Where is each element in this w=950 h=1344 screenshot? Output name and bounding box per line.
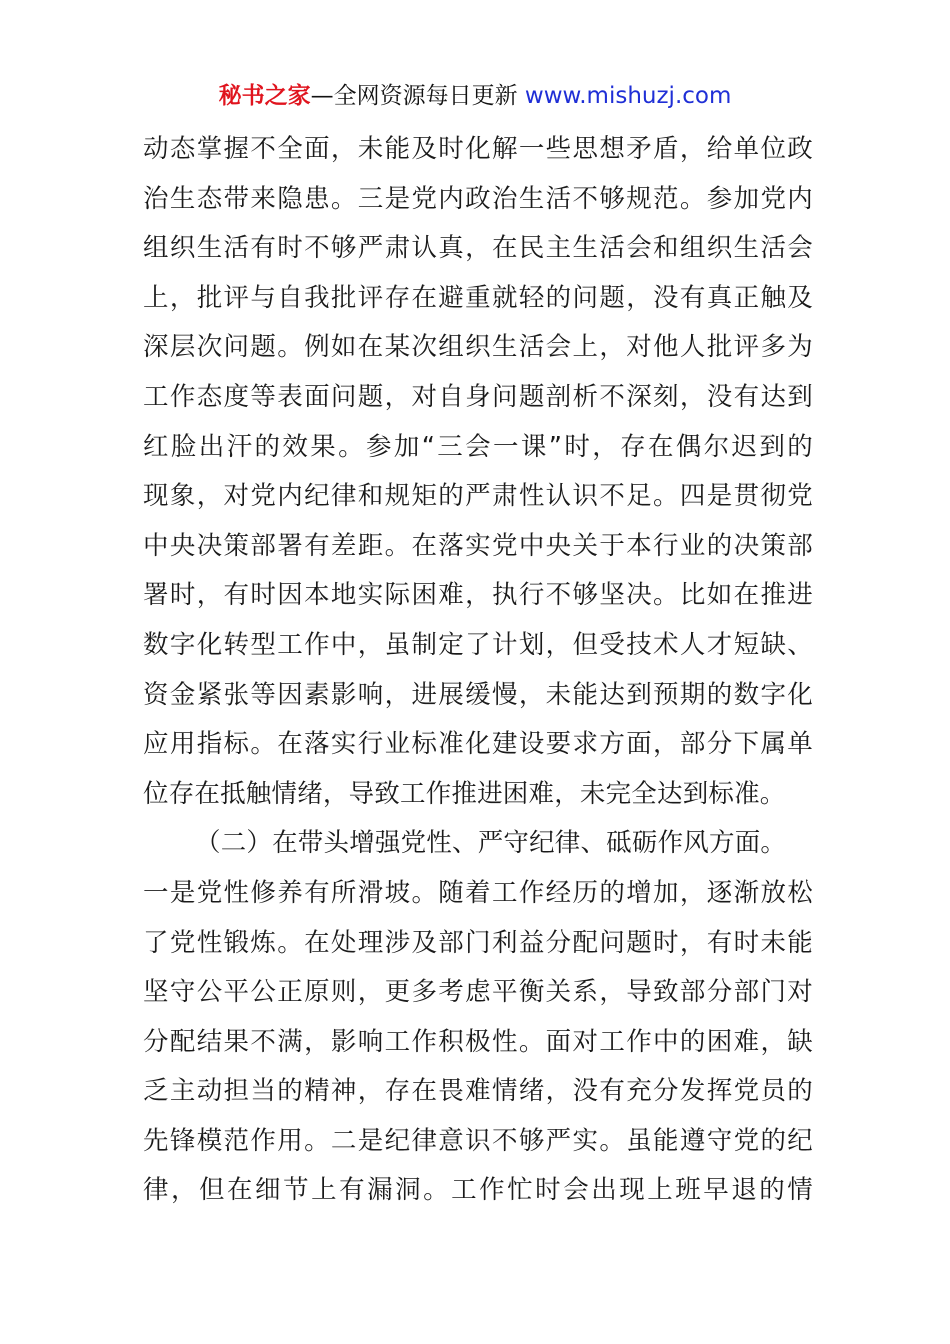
text-line: 署时，有时因本地实际困难，执行不够坚决。比如在推进 <box>143 580 813 611</box>
header-tagline: —全网资源每日更新 <box>310 83 518 109</box>
text-line: 位存在抵触情绪，导致工作推进困难，未完全达到标准。 <box>143 778 786 809</box>
text-line: 治生态带来隐患。三是党内政治生活不够规范。参加党内 <box>143 183 813 214</box>
text-line: 深层次问题。例如在某次组织生活会上，对他人批评多为 <box>143 332 813 363</box>
text-line: 红脸出汗的效果。参加“三会一课”时，存在偶尔迟到的 <box>143 431 813 462</box>
body-text <box>143 125 813 1216</box>
text-line: 中央决策部署有差距。在落实党中央关于本行业的决策部 <box>143 530 813 561</box>
text-line: 了党性锻炼。在处理涉及部门利益分配问题时，有时未能 <box>143 927 813 958</box>
text-line: 应用指标。在落实行业标准化建设要求方面，部分下属单 <box>143 729 813 760</box>
text-line: 资金紧张等因素影响，进展缓慢，未能达到预期的数字化 <box>143 679 813 710</box>
page-header <box>0 80 950 112</box>
text-line: 上，批评与自我批评存在避重就轻的问题，没有真正触及 <box>143 282 813 313</box>
text-line: 数字化转型工作中，虽制定了计划，但受技术人才短缺、 <box>143 629 813 660</box>
text-line: 动态掌握不全面，未能及时化解一些思想矛盾，给单位政 <box>143 134 813 164</box>
header-url-link[interactable]: www.mishuzj.com <box>524 83 732 109</box>
section-heading: （二）在带头增强党性、严守纪律、砥砺作风方面。 <box>195 828 787 859</box>
text-line: 律，但在细节上有漏洞。工作忙时会出现上班早退的情 <box>143 1175 813 1206</box>
text-line: 先锋模范作用。二是纪律意识不够严实。虽能遵守党的纪 <box>143 1125 813 1156</box>
text-line: 坚守公平公正原则，更多考虑平衡关系，导致部分部门对 <box>143 977 813 1008</box>
header-brand: 秘书之家 <box>218 83 311 109</box>
text-line: 一是党性修养有所滑坡。随着工作经历的增加，逐渐放松 <box>143 877 813 908</box>
text-line: 分配结果不满，影响工作积极性。面对工作中的困难，缺 <box>143 1026 813 1057</box>
text-line: 现象，对党内纪律和规矩的严肃性认识不足。四是贯彻党 <box>143 481 813 512</box>
text-line: 组织生活有时不够严肃认真，在民主生活会和组织生活会 <box>143 233 813 264</box>
text-line: 工作态度等表面问题，对自身问题剖析不深刻，没有达到 <box>143 381 813 412</box>
text-line: 乏主动担当的精神，存在畏难情绪，没有充分发挥党员的 <box>143 1076 813 1107</box>
